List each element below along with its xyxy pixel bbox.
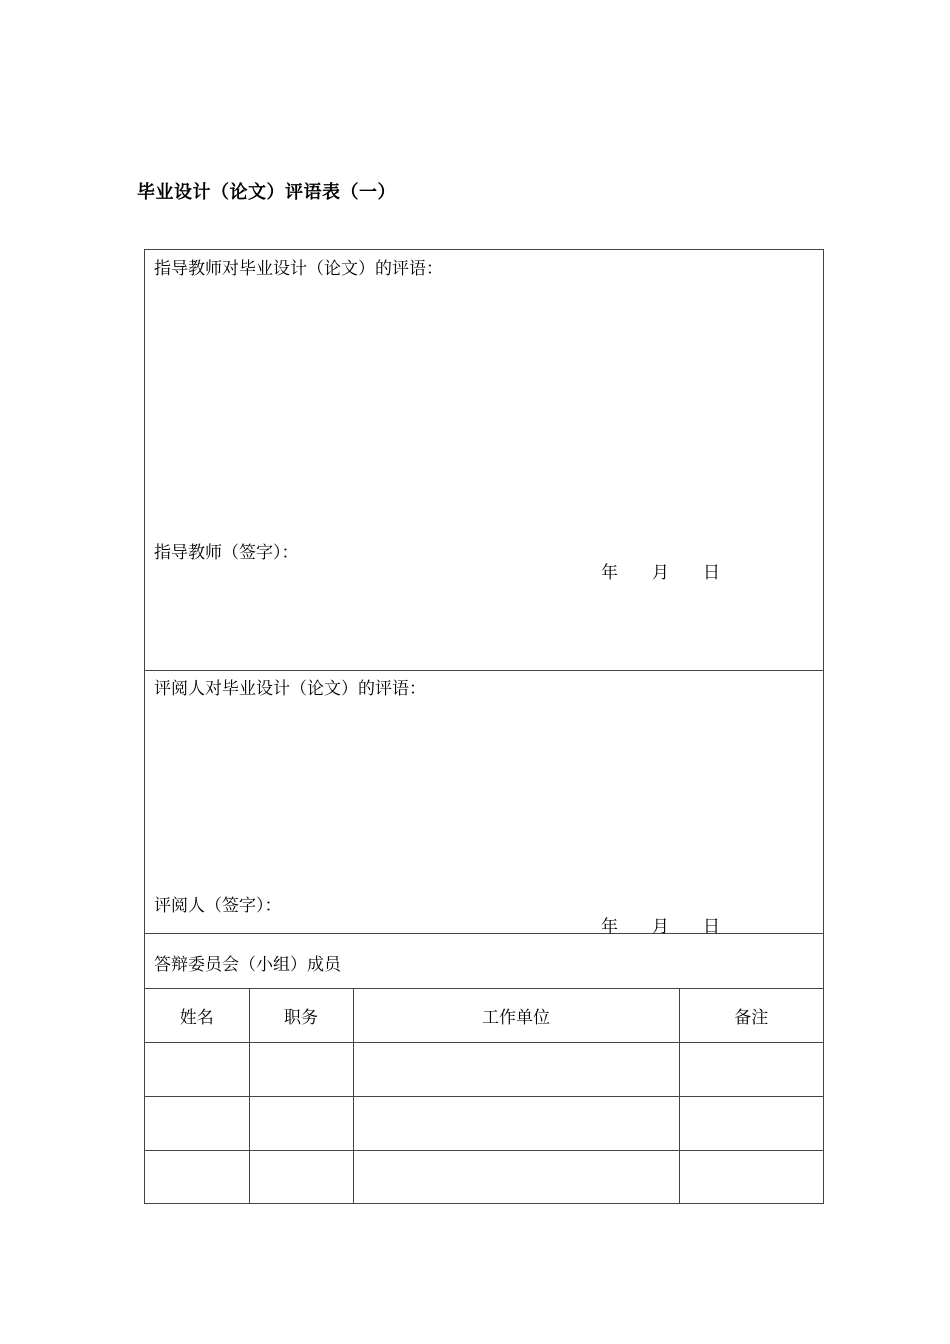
reviewer-comment-prompt: 评阅人对毕业设计（论文）的评语： bbox=[154, 679, 426, 699]
committee-members bbox=[145, 989, 823, 1205]
cell-remarks[interactable] bbox=[679, 1043, 823, 1097]
reviewer-comment-section[interactable] bbox=[145, 671, 823, 937]
evaluation-form bbox=[144, 249, 824, 1204]
page-title: 毕业设计（论文）评语表（一） bbox=[137, 182, 396, 203]
table-header-row bbox=[145, 989, 823, 1043]
cell-workplace[interactable] bbox=[353, 1043, 679, 1097]
date-month: 月 bbox=[652, 563, 669, 583]
cell-name[interactable] bbox=[145, 1097, 249, 1151]
date-month: 月 bbox=[652, 917, 669, 937]
date-day: 日 bbox=[703, 563, 720, 583]
cell-position[interactable] bbox=[249, 1097, 353, 1151]
committee-table bbox=[145, 989, 823, 1204]
date-year: 年 bbox=[601, 563, 618, 583]
cell-position[interactable] bbox=[249, 1043, 353, 1097]
cell-remarks[interactable] bbox=[679, 1097, 823, 1151]
column-header-remarks: 备注 bbox=[679, 989, 823, 1043]
advisor-signature-label: 指导教师（签字）： bbox=[154, 543, 299, 563]
column-header-name: 姓名 bbox=[145, 989, 249, 1043]
column-header-workplace: 工作单位 bbox=[353, 989, 679, 1043]
cell-workplace[interactable] bbox=[353, 1151, 679, 1205]
date-day: 日 bbox=[703, 917, 720, 937]
table-row bbox=[145, 1151, 823, 1205]
reviewer-signature-label: 评阅人（签字）： bbox=[154, 896, 282, 916]
advisor-date bbox=[601, 558, 720, 583]
cell-remarks[interactable] bbox=[679, 1151, 823, 1205]
cell-workplace[interactable] bbox=[353, 1097, 679, 1151]
cell-position[interactable] bbox=[249, 1151, 353, 1205]
cell-name[interactable] bbox=[145, 1043, 249, 1097]
advisor-comment-section[interactable] bbox=[145, 250, 823, 671]
committee-heading-row bbox=[145, 934, 823, 989]
column-header-position: 职务 bbox=[249, 989, 353, 1043]
table-row bbox=[145, 1097, 823, 1151]
table-row bbox=[145, 1043, 823, 1097]
cell-name[interactable] bbox=[145, 1151, 249, 1205]
committee-heading: 答辩委员会（小组）成员 bbox=[154, 955, 341, 975]
date-year: 年 bbox=[601, 917, 618, 937]
advisor-comment-prompt: 指导教师对毕业设计（论文）的评语： bbox=[154, 259, 443, 279]
